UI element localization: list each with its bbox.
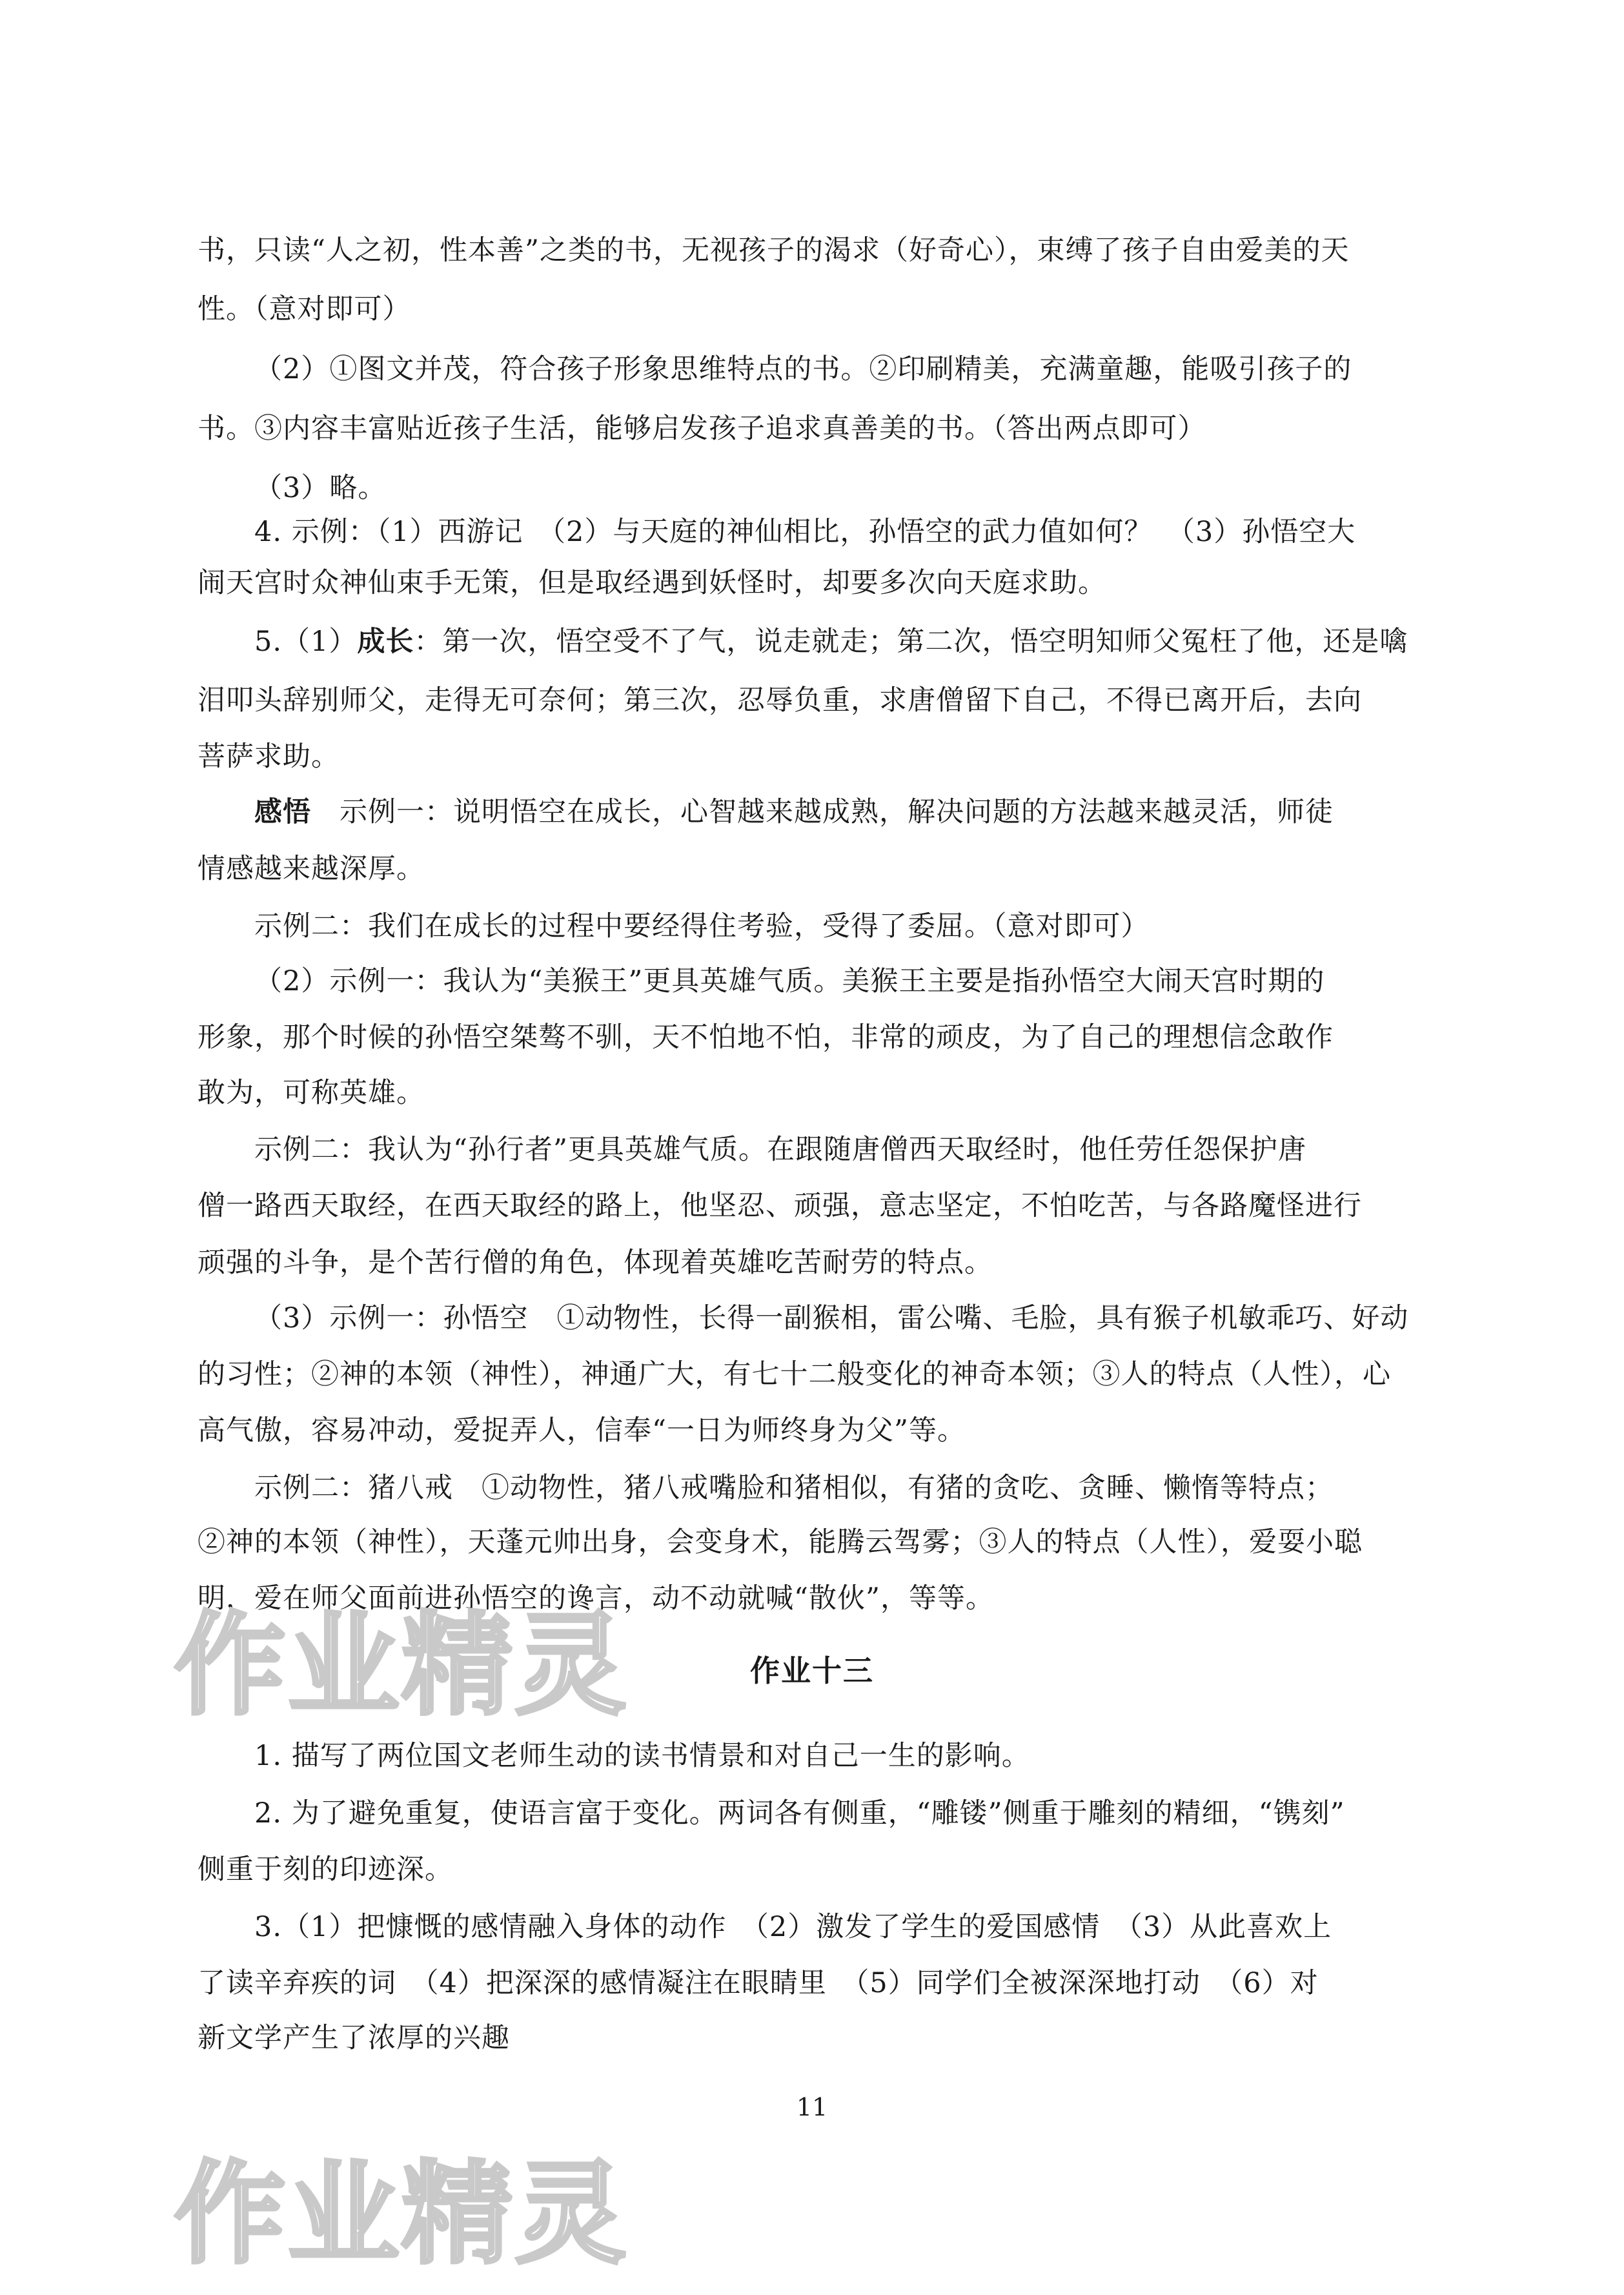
text-line: 示例二：我认为“孙行者”更具英雄气质。在跟随唐僧西天取经时，他任劳任怨保护唐	[254, 1134, 1306, 1166]
text-line	[0, 622, 1624, 661]
item-number: 5.（1）	[254, 626, 358, 658]
text-line: 僧一路西天取经，在西天取经的路上，他坚忍、顽强，意志坚定，不怕吃苦，与各路魔怪进行	[198, 1190, 1362, 1222]
text-line: 明，爱在师父面前进孙悟空的谗言，动不动就喊“散伙”，等等。	[198, 1582, 994, 1615]
text-line: 2. 为了避免重复，使语言富于变化。两词各有侧重，“雕镂”侧重于雕刻的精细，“镌刻”	[254, 1797, 1345, 1830]
text-line: （3）示例一：孙悟空 ①动物性，长得一副猴相，雷公嘴、毛脸，具有猴子机敏乖巧、好动	[254, 1302, 1409, 1334]
text-line	[0, 793, 1624, 831]
text-line: 书。③内容丰富贴近孩子生活，能够启发孩子追求真善美的书。（答出两点即可）	[198, 413, 1206, 445]
text-line: （2）示例一：我认为“美猴王”更具英雄气质。美猴王主要是指孙悟空大闹天宫时期的	[254, 965, 1325, 997]
text-line: 泪叩头辞别师父，走得无可奈何；第三次，忍辱负重，求唐僧留下自己，不得已离开后，去向	[198, 684, 1362, 717]
text-line: 性。（意对即可）	[198, 293, 411, 325]
text-line: （2）①图文并茂，符合孩子形象思维特点的书。②印刷精美，充满童趣，能吸引孩子的	[254, 353, 1352, 385]
text-line: 书，只读“人之初，性本善”之类的书，无视孩子的渴求（好奇心），束缚了孩子自由爱美的天	[198, 234, 1350, 267]
watermark: 作业精灵	[174, 2149, 629, 2279]
text-line: 形象，那个时候的孙悟空桀骜不驯，天不怕地不怕，非常的顽皮，为了自己的理想信念敢作	[198, 1021, 1334, 1054]
text-line: 高气傲，容易冲动，爱捉弄人，信奉“一日为师终身为父”等。	[198, 1414, 966, 1447]
text-line: 敢为，可称英雄。	[198, 1077, 425, 1109]
text-line: 新文学产生了浓厚的兴趣	[198, 2022, 510, 2054]
text-line: 闹天宫时众神仙束手无策，但是取经遇到妖怪时，却要多次向天庭求助。	[198, 567, 1106, 599]
text-line: 示例二：我们在成长的过程中要经得住考验，受得了委屈。（意对即可）	[254, 910, 1150, 943]
text-line: 3.（1）把慷慨的感情融入身体的动作 （2）激发了学生的爱国感情 （3）从此喜欢上	[254, 1911, 1332, 1943]
watermark: 作业精灵	[174, 1600, 629, 1730]
text-line: 顽强的斗争，是个苦行僧的角色，体现着英雄吃苦耐劳的特点。	[198, 1247, 993, 1279]
section-title: 作业十三	[750, 1653, 874, 1688]
text-line: 1. 描写了两位国文老师生动的读书情景和对自己一生的影响。	[254, 1740, 1030, 1772]
text-line: 示例二：猪八戒 ①动物性，猪八戒嘴脸和猪相似，有猪的贪吃、贪睡、懒惰等特点；	[254, 1472, 1334, 1504]
bold-label-insight: 感悟	[254, 796, 311, 828]
text-line: 菩萨求助。	[198, 740, 340, 773]
text-line: 的习性；②神的本领（神性），神通广大，有七十二般变化的神奇本领；③人的特点（人性），心	[198, 1358, 1391, 1391]
text-line: 了读辛弃疾的词 （4）把深深的感情凝注在眼睛里 （5）同学们全被深深地打动 （6）对	[198, 1967, 1319, 1999]
text-span: ：第一次，悟空受不了气，说走就走；第二次，悟空明知师父冤枉了他，还是噙	[414, 626, 1408, 658]
text-line: 4. 示例：（1）西游记 （2）与天庭的神仙相比，孙悟空的武力值如何？ （3）孙悟空大	[254, 516, 1356, 548]
text-line: 侧重于刻的印迹深。	[198, 1853, 453, 1886]
text-line: （3）略。	[254, 472, 387, 504]
page-number: 11	[796, 2093, 828, 2121]
bold-label-growth: 成长	[357, 626, 414, 658]
text-line: 情感越来越深厚。	[198, 853, 425, 885]
text-span: 示例一：说明悟空在成长，心智越来越成熟，解决问题的方法越来越灵活，师徒	[311, 796, 1334, 828]
text-line: ②神的本领（神性），天蓬元帅出身，会变身术，能腾云驾雾；③人的特点（人性），爱耍小聪	[198, 1526, 1363, 1558]
